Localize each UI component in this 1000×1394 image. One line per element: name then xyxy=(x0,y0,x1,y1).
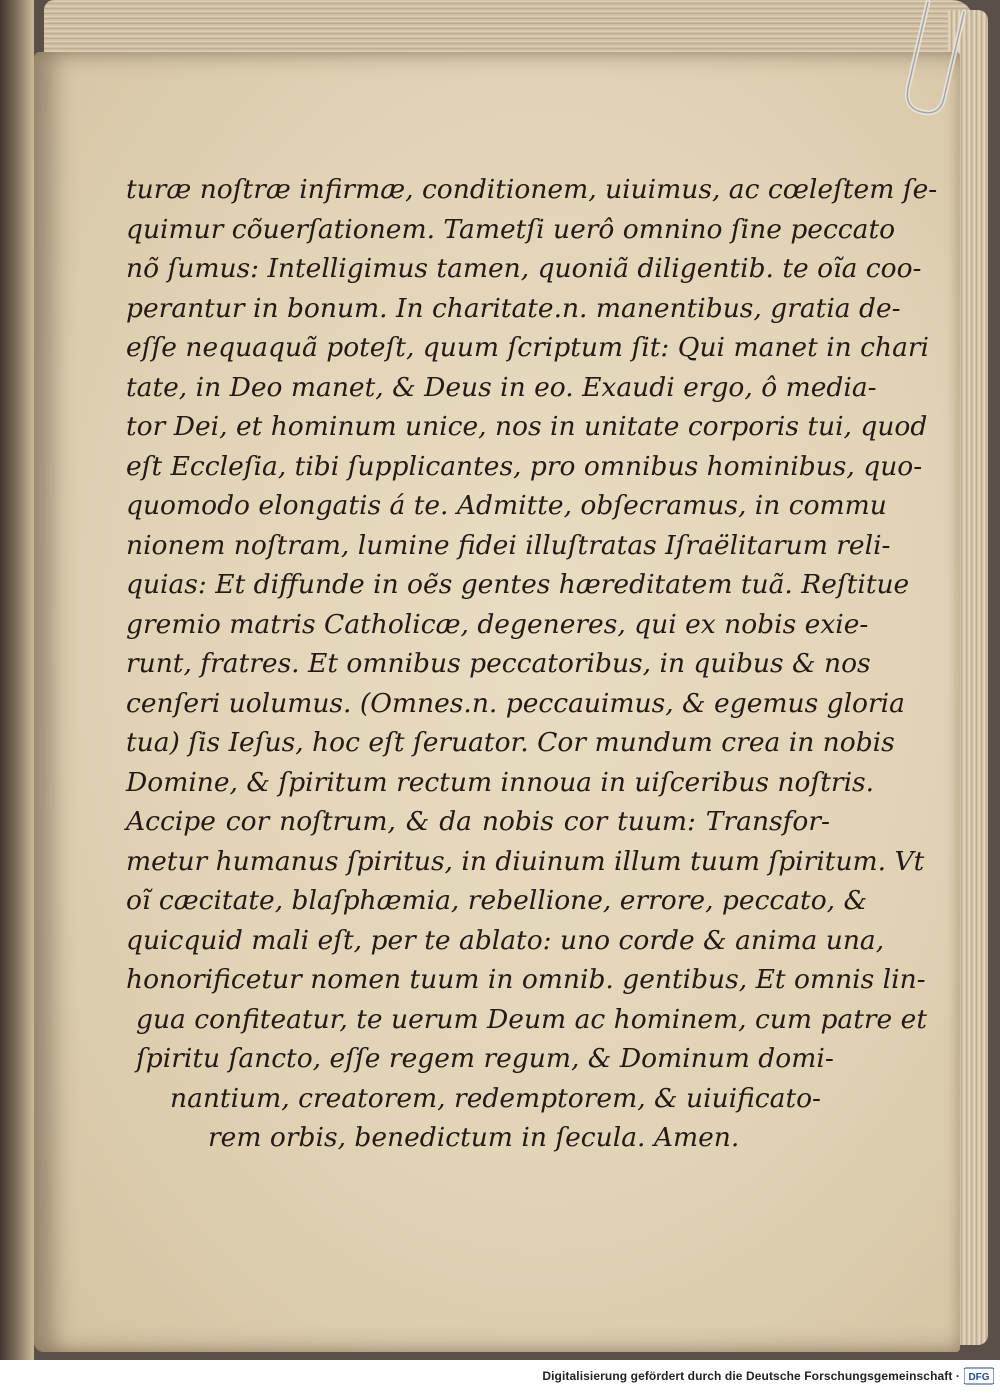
text-line: eſt Eccleſia, tibi ſupplicantes, pro omnibus hominibus, quo- xyxy=(126,450,923,482)
text-line: oĩ cæcitate, blaſphæmia, rebellione, errore, peccato, & xyxy=(126,885,868,916)
text-line: Domine, & ſpiritum rectum innoua in uiſceribus noſtris. xyxy=(126,766,875,798)
text-line: nantium, creatorem, redemptorem, & uiuificato- xyxy=(170,1082,822,1114)
digitization-footer xyxy=(0,1360,1000,1394)
text-line: turæ noſtræ infirmæ, conditionem, uiuimus, ac cœleſtem ſe- xyxy=(126,174,938,205)
text-line: tate, in Deo manet, & Deus in eo. Exaudi ergo, ô media- xyxy=(126,371,877,403)
text-line: gremio matris Catholicæ, degeneres, qui ex nobis exie- xyxy=(126,608,869,640)
text-line: cenſeri uolumus. (Omnes.n. peccauimus, & egemus gloria xyxy=(126,687,905,719)
left-page-edge xyxy=(0,0,34,1360)
text-line: nionem noſtram, lumine fidei illuſtratas Iſraëlitarum reli- xyxy=(126,529,891,561)
text-line: tor Dei, et hominum unice, nos in unitate corporis tui, quod xyxy=(126,411,928,442)
text-line: perantur in bonum. In charitate.n. manentibus, gratia de- xyxy=(126,292,901,324)
text-line: Accipe cor noſtrum, & da nobis cor tuum: Transfor- xyxy=(126,806,830,837)
text-line: gua confiteatur, te uerum Deum ac hominem, cum patre et xyxy=(136,1003,927,1035)
text-line: nõ ſumus: Intelligimus tamen, quoniã diligentib. te oĩa coo- xyxy=(126,253,922,284)
text-line: quicquid mali eſt, per te ablato: uno corde & anima una, xyxy=(126,924,885,956)
text-line: honorificetur nomen tuum in omnib. gentibus, Et omnis lin- xyxy=(126,964,926,995)
text-line: eſſe nequaquã poteſt, quum ſcriptum ſit: Qui manet in chari xyxy=(126,332,930,363)
text-line: quomodo elongatis á te. Admitte, obſecramus, in commu xyxy=(126,490,887,521)
dfg-logo-icon xyxy=(964,1366,994,1386)
text-line: quimur cõuerſationem. Tametſi uerô omnino ſine peccato xyxy=(126,213,896,245)
text-line: tua) ſis Ieſus, hoc eſt ſeruator. Cor mundum crea in nobis xyxy=(126,727,895,758)
text-line: ſpiritu ſancto, eſſe regem regum, & Dominum domi- xyxy=(136,1043,834,1074)
page-text xyxy=(126,170,938,1158)
funding-notice: Digitalisierung gefördert durch die Deutsche Forschungsgemeinschaft · xyxy=(542,1369,960,1383)
text-line: quias: Et diffunde in oẽs gentes hæreditatem tuã. Reſtitue xyxy=(126,569,910,600)
top-page-stack xyxy=(44,0,974,56)
text-line: metur humanus ſpiritus, in diuinum illum tuum ſpiritum. Vt xyxy=(126,845,925,877)
text-line: rem orbis, benedictum in ſecula. Amen. xyxy=(208,1122,740,1153)
dfg-logo-text: DFG xyxy=(968,1372,990,1383)
text-line: runt, fratres. Et omnibus peccatoribus, in quibus & nos xyxy=(126,648,871,679)
